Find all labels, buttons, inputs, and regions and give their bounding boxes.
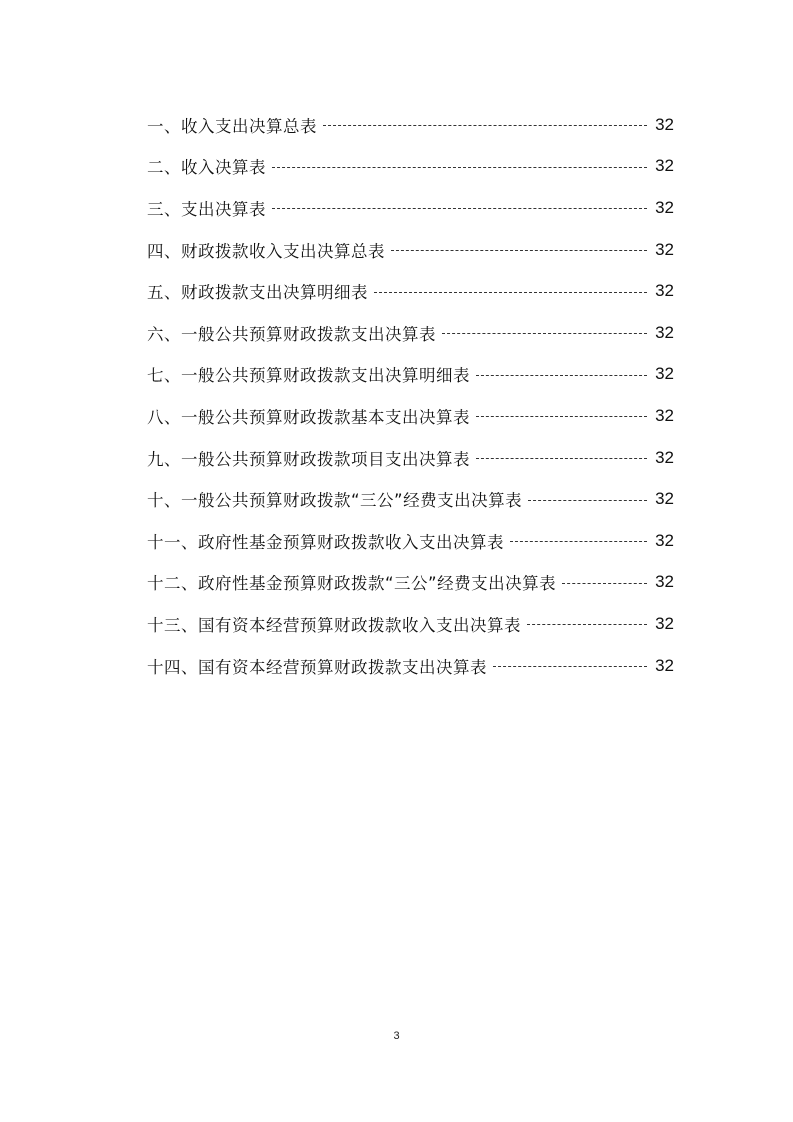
- toc-entry-page: 32: [655, 489, 674, 509]
- toc-entry[interactable]: [147, 146, 674, 188]
- toc-entry-page: 32: [655, 239, 674, 259]
- toc-entry-label: 二、收入决算表: [147, 158, 266, 178]
- toc-entry-label: 五、财政拨款支出决算明细表: [147, 283, 368, 303]
- toc-dot-leader: [527, 624, 647, 625]
- toc-dot-leader: [510, 541, 647, 542]
- toc-entry-label: 四、财政拨款收入支出决算总表: [147, 241, 385, 261]
- toc-entry-page: 32: [655, 447, 674, 467]
- toc-entry[interactable]: [147, 520, 674, 562]
- toc-entry-label: 十二、政府性基金预算财政拨款“三公”经费支出决算表: [147, 574, 557, 594]
- toc-entry-label: 十、一般公共预算财政拨款“三公”经费支出决算表: [147, 491, 523, 511]
- toc-entry[interactable]: [147, 104, 674, 146]
- toc-entry-label: 十一、政府性基金预算财政拨款收入支出决算表: [147, 532, 504, 552]
- toc-entry[interactable]: [147, 478, 674, 520]
- toc-entry-page: 32: [655, 530, 674, 550]
- toc-entry-page: 32: [655, 613, 674, 633]
- toc-entry[interactable]: [147, 437, 674, 479]
- toc-entry-label: 八、一般公共预算财政拨款基本支出决算表: [147, 407, 470, 427]
- toc-entry-label: 九、一般公共预算财政拨款项目支出决算表: [147, 449, 470, 469]
- toc-entry[interactable]: [147, 603, 674, 645]
- toc-entry-page: 32: [655, 197, 674, 217]
- toc-entry-label: 十三、国有资本经营预算财政拨款收入支出决算表: [147, 615, 521, 635]
- toc-entry[interactable]: [147, 354, 674, 396]
- toc-entry[interactable]: [147, 187, 674, 229]
- toc-dot-leader: [323, 125, 647, 126]
- toc-dot-leader: [493, 666, 647, 667]
- toc-dot-leader: [528, 500, 647, 501]
- toc-entry[interactable]: [147, 645, 674, 687]
- toc-dot-leader: [272, 167, 647, 168]
- toc-entry-page: 32: [655, 405, 674, 425]
- toc-dot-leader: [442, 333, 647, 334]
- toc-entry[interactable]: [147, 562, 674, 604]
- toc-entry-label: 七、一般公共预算财政拨款支出决算明细表: [147, 366, 470, 386]
- toc-dot-leader: [272, 208, 647, 209]
- toc-dot-leader: [476, 375, 647, 376]
- table-of-contents: [147, 104, 674, 686]
- toc-dot-leader: [374, 292, 647, 293]
- page-number: 3: [393, 1030, 400, 1042]
- toc-entry-label: 十四、国有资本经营预算财政拨款支出决算表: [147, 657, 487, 677]
- toc-entry[interactable]: [147, 395, 674, 437]
- toc-dot-leader: [391, 250, 647, 251]
- toc-entry-page: 32: [655, 572, 674, 592]
- toc-entry-page: 32: [655, 281, 674, 301]
- toc-entry-page: 32: [655, 322, 674, 342]
- toc-entry-page: 32: [655, 114, 674, 134]
- toc-entry-label: 六、一般公共预算财政拨款支出决算表: [147, 324, 436, 344]
- toc-entry-page: 32: [655, 364, 674, 384]
- toc-entry-page: 32: [655, 156, 674, 176]
- toc-dot-leader: [476, 416, 647, 417]
- toc-entry[interactable]: [147, 312, 674, 354]
- toc-entry[interactable]: [147, 270, 674, 312]
- toc-dot-leader: [562, 583, 647, 584]
- toc-entry-page: 32: [655, 655, 674, 675]
- toc-dot-leader: [476, 458, 647, 459]
- toc-entry[interactable]: [147, 229, 674, 271]
- toc-entry-label: 三、支出决算表: [147, 199, 266, 219]
- toc-entry-label: 一、收入支出决算总表: [147, 116, 317, 136]
